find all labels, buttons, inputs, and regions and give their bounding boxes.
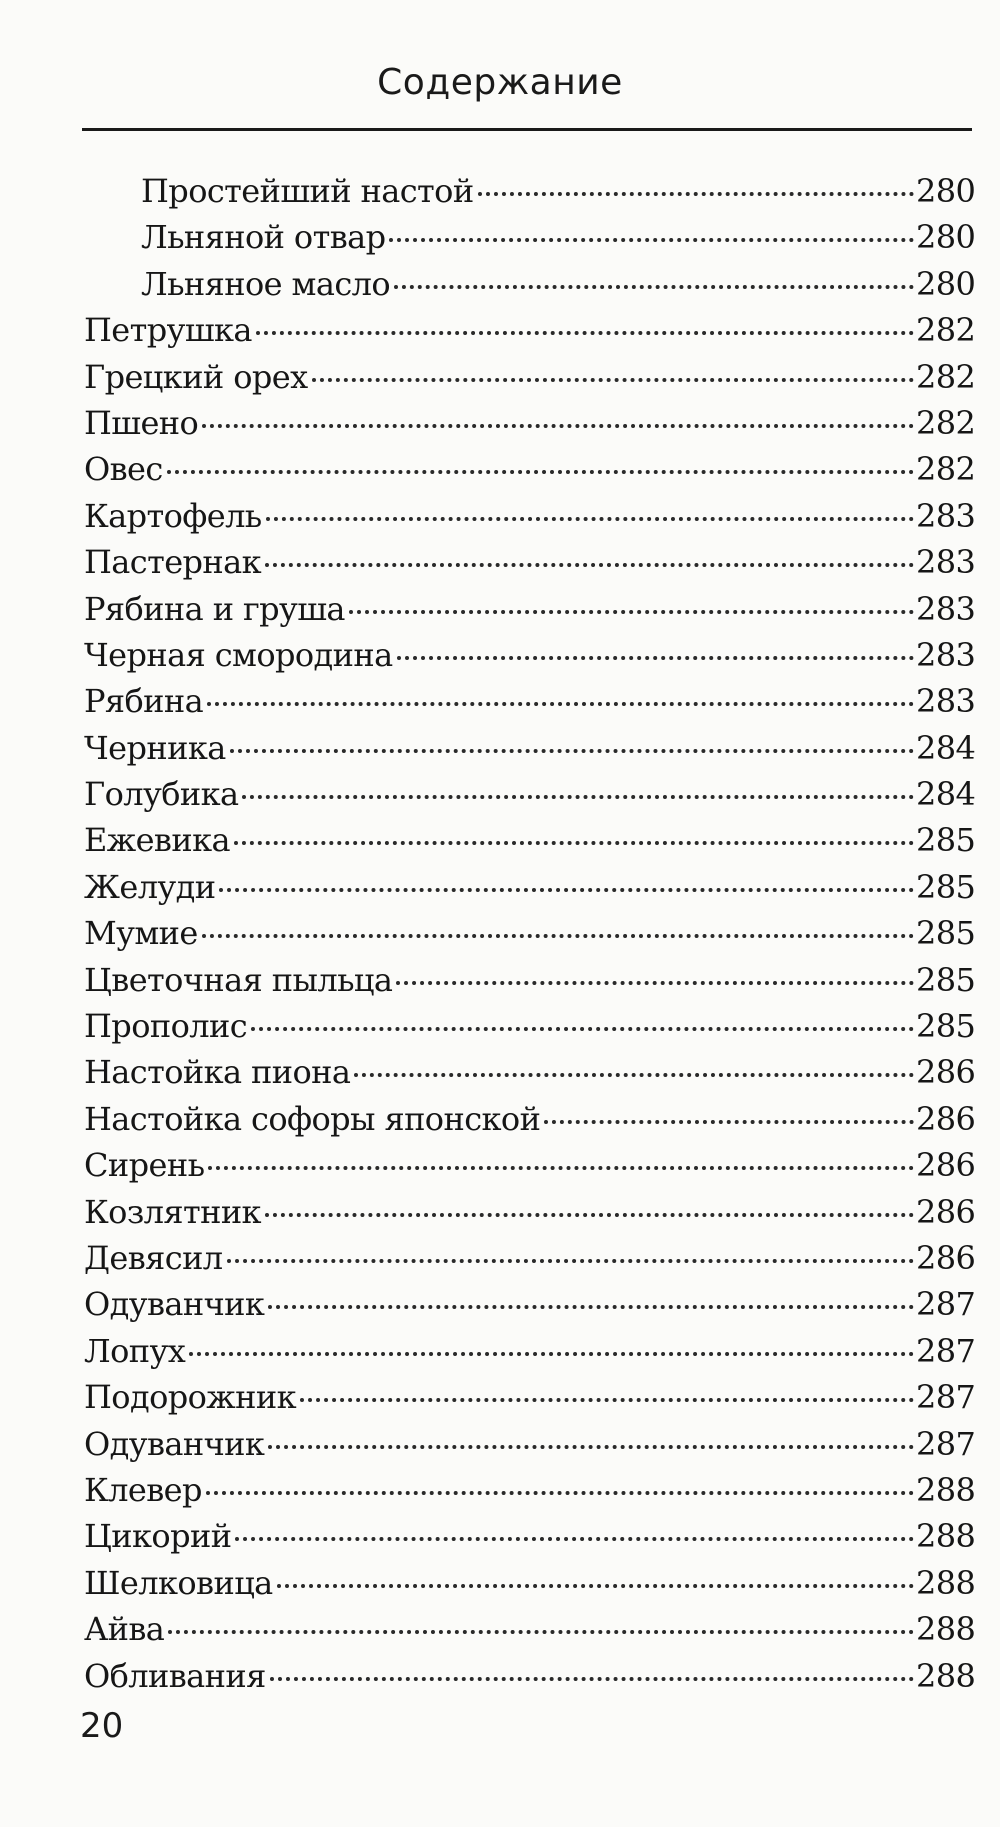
toc-entry-title: Клевер	[84, 1470, 202, 1509]
toc-entry-page: 283	[916, 682, 976, 721]
dot-leader	[312, 378, 914, 382]
toc-entry	[84, 678, 976, 724]
toc-entry-page: 286	[916, 1099, 976, 1138]
toc-entry-title: Пастернак	[84, 543, 262, 582]
dot-leader	[167, 470, 914, 474]
toc-entry-page: 282	[916, 403, 976, 442]
toc-entry-page: 286	[916, 1053, 976, 1092]
toc-entry-title: Подорожник	[84, 1378, 296, 1417]
toc-entry-title: Рябина	[84, 682, 204, 721]
dot-leader	[256, 331, 914, 335]
toc-entry-title: Рябина и груша	[84, 589, 345, 628]
header-rule	[82, 128, 972, 131]
dot-leader	[394, 285, 914, 289]
toc-entry-page: 287	[916, 1285, 976, 1324]
toc-entry	[84, 214, 976, 260]
toc-entry-title: Картофель	[84, 496, 262, 535]
toc-entry-page: 283	[916, 543, 976, 582]
toc-entry-title: Грецкий орех	[84, 357, 308, 396]
toc-entry-page: 284	[916, 728, 976, 767]
toc-entry	[84, 539, 976, 585]
toc-entry	[84, 910, 976, 956]
toc-entry-title: Цикорий	[84, 1517, 232, 1556]
dot-leader	[251, 1027, 914, 1031]
dot-leader	[168, 1630, 914, 1634]
toc-entry	[84, 1096, 976, 1142]
page-number: 20	[80, 1706, 124, 1746]
dot-leader	[202, 934, 914, 938]
dot-leader	[544, 1120, 914, 1124]
toc-entry-page: 287	[916, 1424, 976, 1463]
dot-leader	[265, 563, 914, 567]
toc-entry-page: 288	[916, 1610, 976, 1649]
dot-leader	[227, 1259, 914, 1263]
toc-entry-page: 286	[916, 1238, 976, 1277]
toc-entry-title: Обливания	[84, 1656, 266, 1695]
dot-leader	[206, 1491, 914, 1495]
toc-entry	[84, 1653, 976, 1699]
toc-entry-title: Льняной отвар	[141, 218, 386, 257]
toc-entry	[84, 493, 976, 539]
dot-leader	[242, 795, 914, 799]
toc-entry-page: 286	[916, 1192, 976, 1231]
toc-entry	[84, 1560, 976, 1606]
toc-entry-page: 280	[916, 264, 976, 303]
toc-entry-page: 282	[916, 357, 976, 396]
dot-leader	[230, 749, 914, 753]
toc-entry-page: 283	[916, 589, 976, 628]
table-of-contents	[84, 168, 976, 1699]
running-head: Содержание	[377, 62, 623, 103]
dot-leader	[202, 424, 914, 428]
toc-entry-page: 282	[916, 450, 976, 489]
toc-entry-page: 283	[916, 635, 976, 674]
dot-leader	[270, 1677, 914, 1681]
toc-entry	[84, 864, 976, 910]
toc-entry	[84, 1142, 976, 1188]
dot-leader	[397, 656, 914, 660]
toc-entry	[84, 1049, 976, 1095]
dot-leader	[478, 192, 914, 196]
toc-entry-page: 282	[916, 311, 976, 350]
toc-entry	[84, 817, 976, 863]
toc-entry-title: Льняное масло	[141, 264, 391, 303]
dot-leader	[189, 1352, 914, 1356]
toc-entry-page: 288	[916, 1656, 976, 1695]
toc-entry	[84, 957, 976, 1003]
dot-leader	[265, 1213, 914, 1217]
toc-entry-title: Петрушка	[84, 311, 252, 350]
dot-leader	[349, 610, 914, 614]
toc-entry-title: Голубика	[84, 775, 239, 814]
toc-entry-title: Мумие	[84, 914, 198, 953]
toc-entry	[84, 632, 976, 678]
toc-entry	[84, 725, 976, 771]
toc-entry-title: Овес	[84, 450, 163, 489]
toc-entry-page: 280	[916, 172, 976, 210]
toc-entry-page: 285	[916, 821, 976, 860]
toc-entry	[84, 168, 976, 214]
toc-entry-title: Одуванчик	[84, 1424, 265, 1463]
toc-entry-title: Желуди	[84, 867, 216, 906]
dot-leader	[389, 238, 914, 242]
toc-entry-page: 285	[916, 960, 976, 999]
toc-entry	[84, 354, 976, 400]
dot-leader	[277, 1584, 914, 1588]
toc-entry-page: 280	[916, 218, 976, 257]
toc-entry-page: 284	[916, 775, 976, 814]
toc-entry-title: Айва	[84, 1610, 165, 1649]
toc-entry	[84, 1003, 976, 1049]
toc-entry-page: 287	[916, 1378, 976, 1417]
toc-entry-title: Пшено	[84, 403, 199, 442]
dot-leader	[396, 981, 914, 985]
toc-entry	[84, 586, 976, 632]
toc-entry-title: Ежевика	[84, 821, 230, 860]
dot-leader	[300, 1398, 914, 1402]
toc-entry-page: 288	[916, 1517, 976, 1556]
toc-entry-title: Козлятник	[84, 1192, 261, 1231]
dot-leader	[266, 517, 914, 521]
toc-entry-page: 287	[916, 1331, 976, 1370]
toc-entry-title: Настойка пиона	[84, 1053, 351, 1092]
toc-entry-title: Шелковица	[84, 1563, 273, 1602]
toc-entry	[84, 307, 976, 353]
dot-leader	[235, 1537, 914, 1541]
dot-leader	[354, 1073, 914, 1077]
toc-entry	[84, 1328, 976, 1374]
toc-entry-page: 283	[916, 496, 976, 535]
toc-entry-title: Сирень	[84, 1146, 205, 1185]
toc-entry	[84, 1606, 976, 1652]
toc-entry	[84, 1281, 976, 1327]
toc-entry-page: 285	[916, 914, 976, 953]
toc-entry	[84, 261, 976, 307]
toc-entry	[84, 771, 976, 817]
toc-entry-title: Лопух	[84, 1331, 186, 1370]
toc-entry-page: 285	[916, 1007, 976, 1046]
toc-entry	[84, 1467, 976, 1513]
toc-entry-title: Черная смородина	[84, 635, 393, 674]
dot-leader	[268, 1445, 914, 1449]
toc-entry	[84, 1189, 976, 1235]
toc-entry	[84, 1374, 976, 1420]
toc-entry	[84, 1235, 976, 1281]
toc-entry	[84, 1421, 976, 1467]
toc-entry-title: Прополис	[84, 1007, 248, 1046]
toc-entry-page: 286	[916, 1146, 976, 1185]
toc-entry	[84, 446, 976, 492]
toc-entry-title: Настойка софоры японской	[84, 1099, 541, 1138]
dot-leader	[208, 1166, 914, 1170]
toc-entry-page: 288	[916, 1563, 976, 1602]
toc-entry	[84, 1513, 976, 1559]
toc-entry-title: Простейший настой	[141, 172, 474, 210]
toc-entry-title: Девясил	[84, 1238, 223, 1277]
dot-leader	[268, 1305, 914, 1309]
dot-leader	[219, 888, 914, 892]
toc-entry-title: Цветочная пыльца	[84, 960, 393, 999]
toc-entry-title: Черника	[84, 728, 226, 767]
toc-entry-page: 285	[916, 867, 976, 906]
dot-leader	[207, 702, 914, 706]
toc-entry-page: 288	[916, 1470, 976, 1509]
dot-leader	[234, 841, 914, 845]
toc-entry-title: Одуванчик	[84, 1285, 265, 1324]
toc-entry	[84, 400, 976, 446]
